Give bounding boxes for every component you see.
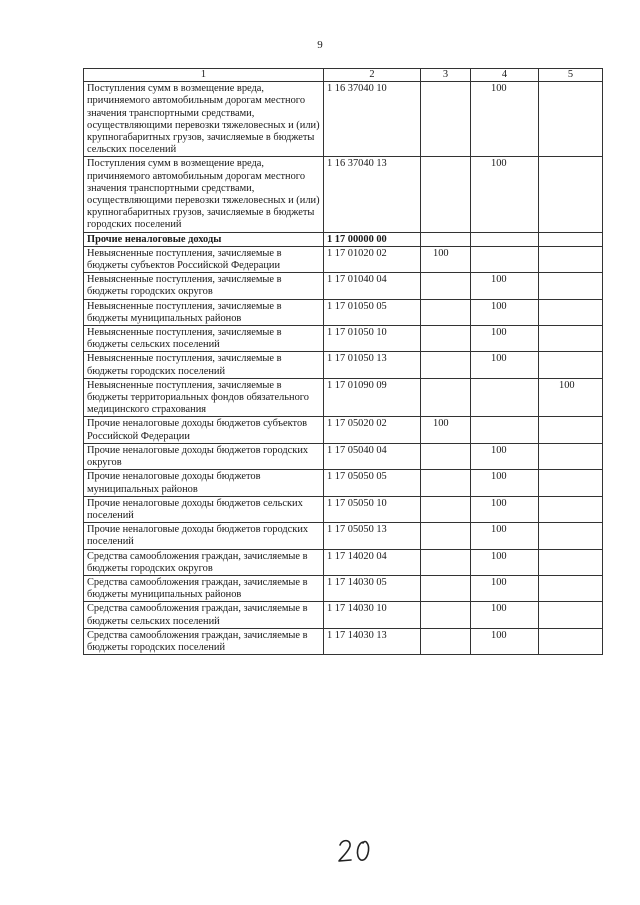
- row-value-col3: [421, 299, 471, 325]
- row-code: 1 17 14030 05: [324, 575, 421, 601]
- row-name: Невыясненные поступления, зачисляемые в бюджеты городских поселений: [84, 352, 324, 378]
- row-value-col5: [539, 523, 603, 549]
- table-header-row: [84, 69, 603, 82]
- row-name: Прочие неналоговые доходы: [84, 232, 324, 246]
- row-value-col4: 100: [471, 326, 539, 352]
- row-value-col5: [539, 299, 603, 325]
- row-value-col3: [421, 549, 471, 575]
- row-value-col3: [421, 602, 471, 628]
- row-code: 1 17 01050 13: [324, 352, 421, 378]
- table-row: [84, 417, 603, 443]
- row-name: Невыясненные поступления, зачисляемые в бюджеты муниципальных районов: [84, 299, 324, 325]
- row-value-col4: 100: [471, 549, 539, 575]
- row-value-col4: [471, 246, 539, 272]
- column-header-1: 1: [84, 69, 324, 82]
- row-code: 1 17 01090 09: [324, 378, 421, 417]
- row-name: Средства самообложения граждан, зачисляемые в бюджеты сельских поселений: [84, 602, 324, 628]
- row-value-col3: [421, 326, 471, 352]
- row-value-col4: [471, 232, 539, 246]
- row-name: Невыясненные поступления, зачисляемые в бюджеты территориальных фондов обязательного медицинского страхования: [84, 378, 324, 417]
- row-name: Невыясненные поступления, зачисляемые в бюджеты городских округов: [84, 273, 324, 299]
- handwritten-page-number: [336, 836, 376, 864]
- row-value-col4: [471, 378, 539, 417]
- row-code: 1 17 05020 02: [324, 417, 421, 443]
- row-name: Поступления сумм в возмещение вреда, причиняемого автомобильным дорогам местного значения транспортными средствами, осуществляющими перевозки тяжеловесных и (или) крупногабаритных грузов, зачисляемые в бюджеты городских поселений: [84, 157, 324, 232]
- row-name: Прочие неналоговые доходы бюджетов субъектов Российской Федерации: [84, 417, 324, 443]
- row-value-col3: [421, 273, 471, 299]
- table-row: [84, 246, 603, 272]
- row-value-col4: 100: [471, 602, 539, 628]
- row-code: 1 17 05050 05: [324, 470, 421, 496]
- page-number: 9: [317, 39, 323, 51]
- row-value-col4: 100: [471, 273, 539, 299]
- row-code: 1 17 00000 00: [324, 232, 421, 246]
- row-value-col5: [539, 157, 603, 232]
- row-name: Невыясненные поступления, зачисляемые в бюджеты сельских поселений: [84, 326, 324, 352]
- row-value-col3: [421, 628, 471, 654]
- row-name: Прочие неналоговые доходы бюджетов муниципальных районов: [84, 470, 324, 496]
- row-value-col4: 100: [471, 299, 539, 325]
- column-header-3: 3: [421, 69, 471, 82]
- row-name: Средства самообложения граждан, зачисляемые в бюджеты городских поселений: [84, 628, 324, 654]
- row-value-col5: [539, 602, 603, 628]
- table-row: [84, 549, 603, 575]
- column-header-2: 2: [324, 69, 421, 82]
- row-value-col3: [421, 470, 471, 496]
- row-code: 1 17 01040 04: [324, 273, 421, 299]
- table-row: [84, 443, 603, 469]
- row-value-col3: [421, 352, 471, 378]
- row-value-col5: [539, 326, 603, 352]
- table-row: [84, 273, 603, 299]
- row-value-col4: 100: [471, 523, 539, 549]
- row-value-col5: [539, 417, 603, 443]
- row-value-col3: 100: [421, 246, 471, 272]
- row-code: 1 17 14030 13: [324, 628, 421, 654]
- row-code: 1 16 37040 10: [324, 82, 421, 157]
- row-name: Средства самообложения граждан, зачисляемые в бюджеты муниципальных районов: [84, 575, 324, 601]
- row-value-col3: [421, 82, 471, 157]
- table-row: [84, 82, 603, 157]
- row-code: 1 17 14030 10: [324, 602, 421, 628]
- column-header-4: 4: [471, 69, 539, 82]
- row-code: 1 17 01050 10: [324, 326, 421, 352]
- table-row: [84, 299, 603, 325]
- row-code: 1 17 05050 10: [324, 496, 421, 522]
- row-name: Прочие неналоговые доходы бюджетов сельских поселений: [84, 496, 324, 522]
- row-value-col5: [539, 443, 603, 469]
- row-value-col5: [539, 82, 603, 157]
- table-body: [84, 82, 603, 655]
- row-value-col3: [421, 157, 471, 232]
- row-value-col5: [539, 246, 603, 272]
- row-value-col5: [539, 575, 603, 601]
- table-row: [84, 628, 603, 654]
- row-code: 1 17 01020 02: [324, 246, 421, 272]
- row-value-col5: [539, 549, 603, 575]
- row-value-col4: 100: [471, 157, 539, 232]
- row-code: 1 17 14020 04: [324, 549, 421, 575]
- row-value-col3: [421, 232, 471, 246]
- row-value-col4: 100: [471, 352, 539, 378]
- row-value-col5: 100: [539, 378, 603, 417]
- column-header-5: 5: [539, 69, 603, 82]
- row-code: 1 17 05050 13: [324, 523, 421, 549]
- row-value-col4: 100: [471, 82, 539, 157]
- table-row: [84, 326, 603, 352]
- row-value-col3: [421, 523, 471, 549]
- row-value-col5: [539, 352, 603, 378]
- table-row: [84, 157, 603, 232]
- row-name: Невыясненные поступления, зачисляемые в бюджеты субъектов Российской Федерации: [84, 246, 324, 272]
- row-name: Прочие неналоговые доходы бюджетов городских округов: [84, 443, 324, 469]
- row-value-col3: [421, 496, 471, 522]
- row-value-col5: [539, 496, 603, 522]
- row-name: Средства самообложения граждан, зачисляемые в бюджеты городских округов: [84, 549, 324, 575]
- table-row: [84, 523, 603, 549]
- table-row: [84, 470, 603, 496]
- table-row: [84, 352, 603, 378]
- table-row: [84, 232, 603, 246]
- row-name: Поступления сумм в возмещение вреда, причиняемого автомобильным дорогам местного значения транспортными средствами, осуществляющими перевозки тяжеловесных и (или) крупногабаритных грузов, зачисляемые в бюджеты сельских поселений: [84, 82, 324, 157]
- row-code: 1 16 37040 13: [324, 157, 421, 232]
- row-value-col5: [539, 273, 603, 299]
- row-value-col3: 100: [421, 417, 471, 443]
- row-value-col4: 100: [471, 470, 539, 496]
- row-value-col5: [539, 628, 603, 654]
- row-value-col3: [421, 378, 471, 417]
- row-value-col3: [421, 575, 471, 601]
- row-value-col5: [539, 232, 603, 246]
- row-value-col4: 100: [471, 443, 539, 469]
- table-row: [84, 602, 603, 628]
- budget-classification-table: [83, 68, 603, 655]
- row-value-col4: 100: [471, 628, 539, 654]
- table-row: [84, 496, 603, 522]
- row-value-col4: [471, 417, 539, 443]
- table-row: [84, 575, 603, 601]
- row-value-col4: 100: [471, 575, 539, 601]
- row-value-col4: 100: [471, 496, 539, 522]
- table-row: [84, 378, 603, 417]
- row-code: 1 17 01050 05: [324, 299, 421, 325]
- row-value-col5: [539, 470, 603, 496]
- row-code: 1 17 05040 04: [324, 443, 421, 469]
- row-value-col3: [421, 443, 471, 469]
- row-name: Прочие неналоговые доходы бюджетов городских поселений: [84, 523, 324, 549]
